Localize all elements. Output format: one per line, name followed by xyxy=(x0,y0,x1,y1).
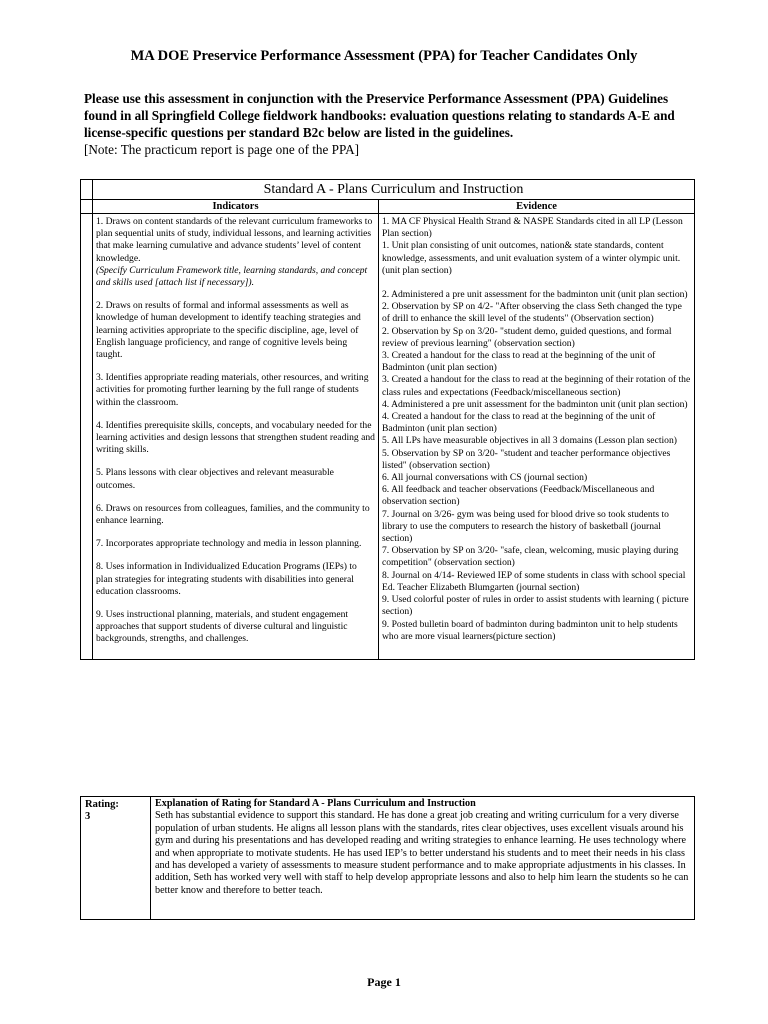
evidence-cell xyxy=(379,214,695,660)
intro-block xyxy=(84,90,704,158)
evidence-item: 5. Observation by SP on 3/20- "student and teacher performance objectives listed" (observation section) xyxy=(382,447,671,471)
indicator-item xyxy=(96,216,375,289)
evidence-item: 9. Posted bulletin board of badminton during badminton unit to help students who are more visual learners(picture section) xyxy=(382,618,678,642)
table-gutter xyxy=(81,200,93,214)
standard-a-table xyxy=(80,179,695,660)
evidence-item: 2. Administered a pre unit assessment for the badminton unit (unit plan section) xyxy=(382,289,688,301)
indicator-item: 9. Uses instructional planning, materials, and student engagement approaches that support students of diverse cultural and linguistic backgrounds, strengths, and challenges. xyxy=(96,609,349,645)
explanation-text: Seth has substantial evidence to support this standard. He has done a great job creating and writing curriculum for a very diverse population of urban students. He aligns all lesson plans with the standards, rites clear objectives, uses excellent visuals around his gym and during his presentations and has developed reading and writing strategies to enhance learning. He uses technology where and when appropriate to motivate students. He has used IEP’s to better understand his students and to meet their needs in his class and has developed a variety of assessments to measure student performance and to make appropriate adjustments in his classes. In addition, Seth has worked very well with staff to help develop appropriate lessons and also to help him learn the students so he can better know and therefore to better teach. xyxy=(155,810,689,896)
evidence-item: 6. All feedback and teacher observations (Feedback/Miscellaneous and observation section) xyxy=(382,484,655,508)
indicator-note: (Specify Curriculum Framework title, learning standards, and concept and skills used [attach list if necessary]). xyxy=(96,264,368,289)
evidence-item: 7. Journal on 3/26- gym was being used for blood drive so took students to library to use the computers to research the history of basketball (journal section) xyxy=(382,508,669,545)
table-gutter xyxy=(81,180,93,200)
document-title: MA DOE Preservice Performance Assessment (PPA) for Teacher Candidates Only xyxy=(130,48,638,64)
evidence-item: 8. Journal on 4/14- Reviewed IEP of some students in class with school special Ed. Teacher Elizabeth Blumgarten (journal section) xyxy=(382,569,686,593)
intro-note: [Note: The practicum report is page one of the PPA] xyxy=(84,142,360,157)
rating-table xyxy=(80,796,695,920)
explanation-title: Explanation of Rating for Standard A - Plans Curriculum and Instruction xyxy=(155,798,476,809)
evidence-item: 4. Administered a pre unit assessment for the badminton unit (unit plan section) xyxy=(382,398,688,410)
indicator-item: 7. Incorporates appropriate technology and media in lesson planning. xyxy=(96,538,362,550)
indicators-header: Indicators xyxy=(93,200,379,214)
indicator-item: 8. Uses information in Individualized Education Programs (IEPs) to plan strategies for integrating students with disabilities into general education classrooms. xyxy=(96,561,357,597)
indicator-item: 4. Identifies prerequisite skills, concepts, and vocabulary needed for the learning activities and design lessons that strengthen student reading and writing skills. xyxy=(96,419,375,456)
page-number: Page 1 xyxy=(367,975,401,989)
evidence-item: 1. Unit plan consisting of unit outcomes, nation& state standards, content knowledge, assessments, and unit evaluation system of a winter olympic unit. (unit plan section) xyxy=(382,240,681,276)
rating-label-cell xyxy=(81,797,151,920)
evidence-item: 3. Created a handout for the class to read at the beginning of the unit of Badminton (unit plan section) xyxy=(382,350,656,374)
evidence-header: Evidence xyxy=(379,200,695,214)
indicators-cell xyxy=(93,214,379,660)
indicator-item: 5. Plans lessons with clear objectives and relevant measurable outcomes. xyxy=(96,467,334,491)
indicator-item: 2. Draws on results of formal and informal assessments as well as knowledge of human development to identify teaching strategies and learning activities appropriate to the specific discipline, age, level of English language proficiency, and range of cognitive levels being taught. xyxy=(96,300,361,361)
evidence-item: 2. Observation by SP on 4/2- "After observing the class Seth changed the type of drill to enhance the skill level of the students" (Observation section) xyxy=(382,301,682,325)
rating-value: 3 xyxy=(85,811,91,822)
evidence-item: 9. Used colorful poster of rules in order to assist students with learning ( picture section) xyxy=(382,594,689,618)
evidence-item: 1. MA CF Physical Health Strand & NASPE Standards cited in all LP (Lesson Plan section) xyxy=(382,216,683,240)
indicator-item: 3. Identifies appropriate reading materials, other resources, and writing activities for promoting further learning by the full range of students within the classroom. xyxy=(96,372,369,408)
intro-instructions: Please use this assessment in conjunction with the Preservice Performance Assessment (PPA) Guidelines found in all Springfield College fieldwork handbooks: evaluation questions relating to standards A-E and license-specific questions per standard B2c below are listed in the guidelines. xyxy=(84,91,675,140)
table-gutter xyxy=(81,214,93,660)
indicator-item: 6. Draws on resources from colleagues, families, and the community to enhance learning. xyxy=(96,502,370,527)
evidence-item: 6. All journal conversations with CS (journal section) xyxy=(382,472,588,484)
evidence-item: 3. Created a handout for the class to read at the beginning of their rotation of the class rules and expectations (Feedback/miscellaneous section) xyxy=(382,374,691,398)
evidence-item: 5. All LPs have measurable objectives in all 3 domains (Lesson plan section) xyxy=(382,435,677,447)
evidence-item: 4. Created a handout for the class to read at the beginning of the unit of Badminton (unit plan section) xyxy=(382,411,656,435)
indicator-text: 1. Draws on content standards of the relevant curriculum frameworks to plan sequential units of study, individual lessons, and learning activities that make learning cumulative and advance students’ level of content knowledge. xyxy=(96,216,373,264)
evidence-item: 2. Observation by Sp on 3/20- "student demo, guided questions, and formal review of previous learning" (observation section) xyxy=(382,325,672,349)
evidence-item: 7. Observation by SP on 3/20- "safe, clean, welcoming, music playing during competition" (observation section) xyxy=(382,545,679,569)
rating-label: Rating: xyxy=(85,799,119,810)
standard-title: Standard A - Plans Curriculum and Instruction xyxy=(93,180,695,200)
rating-explanation-cell xyxy=(151,797,695,920)
